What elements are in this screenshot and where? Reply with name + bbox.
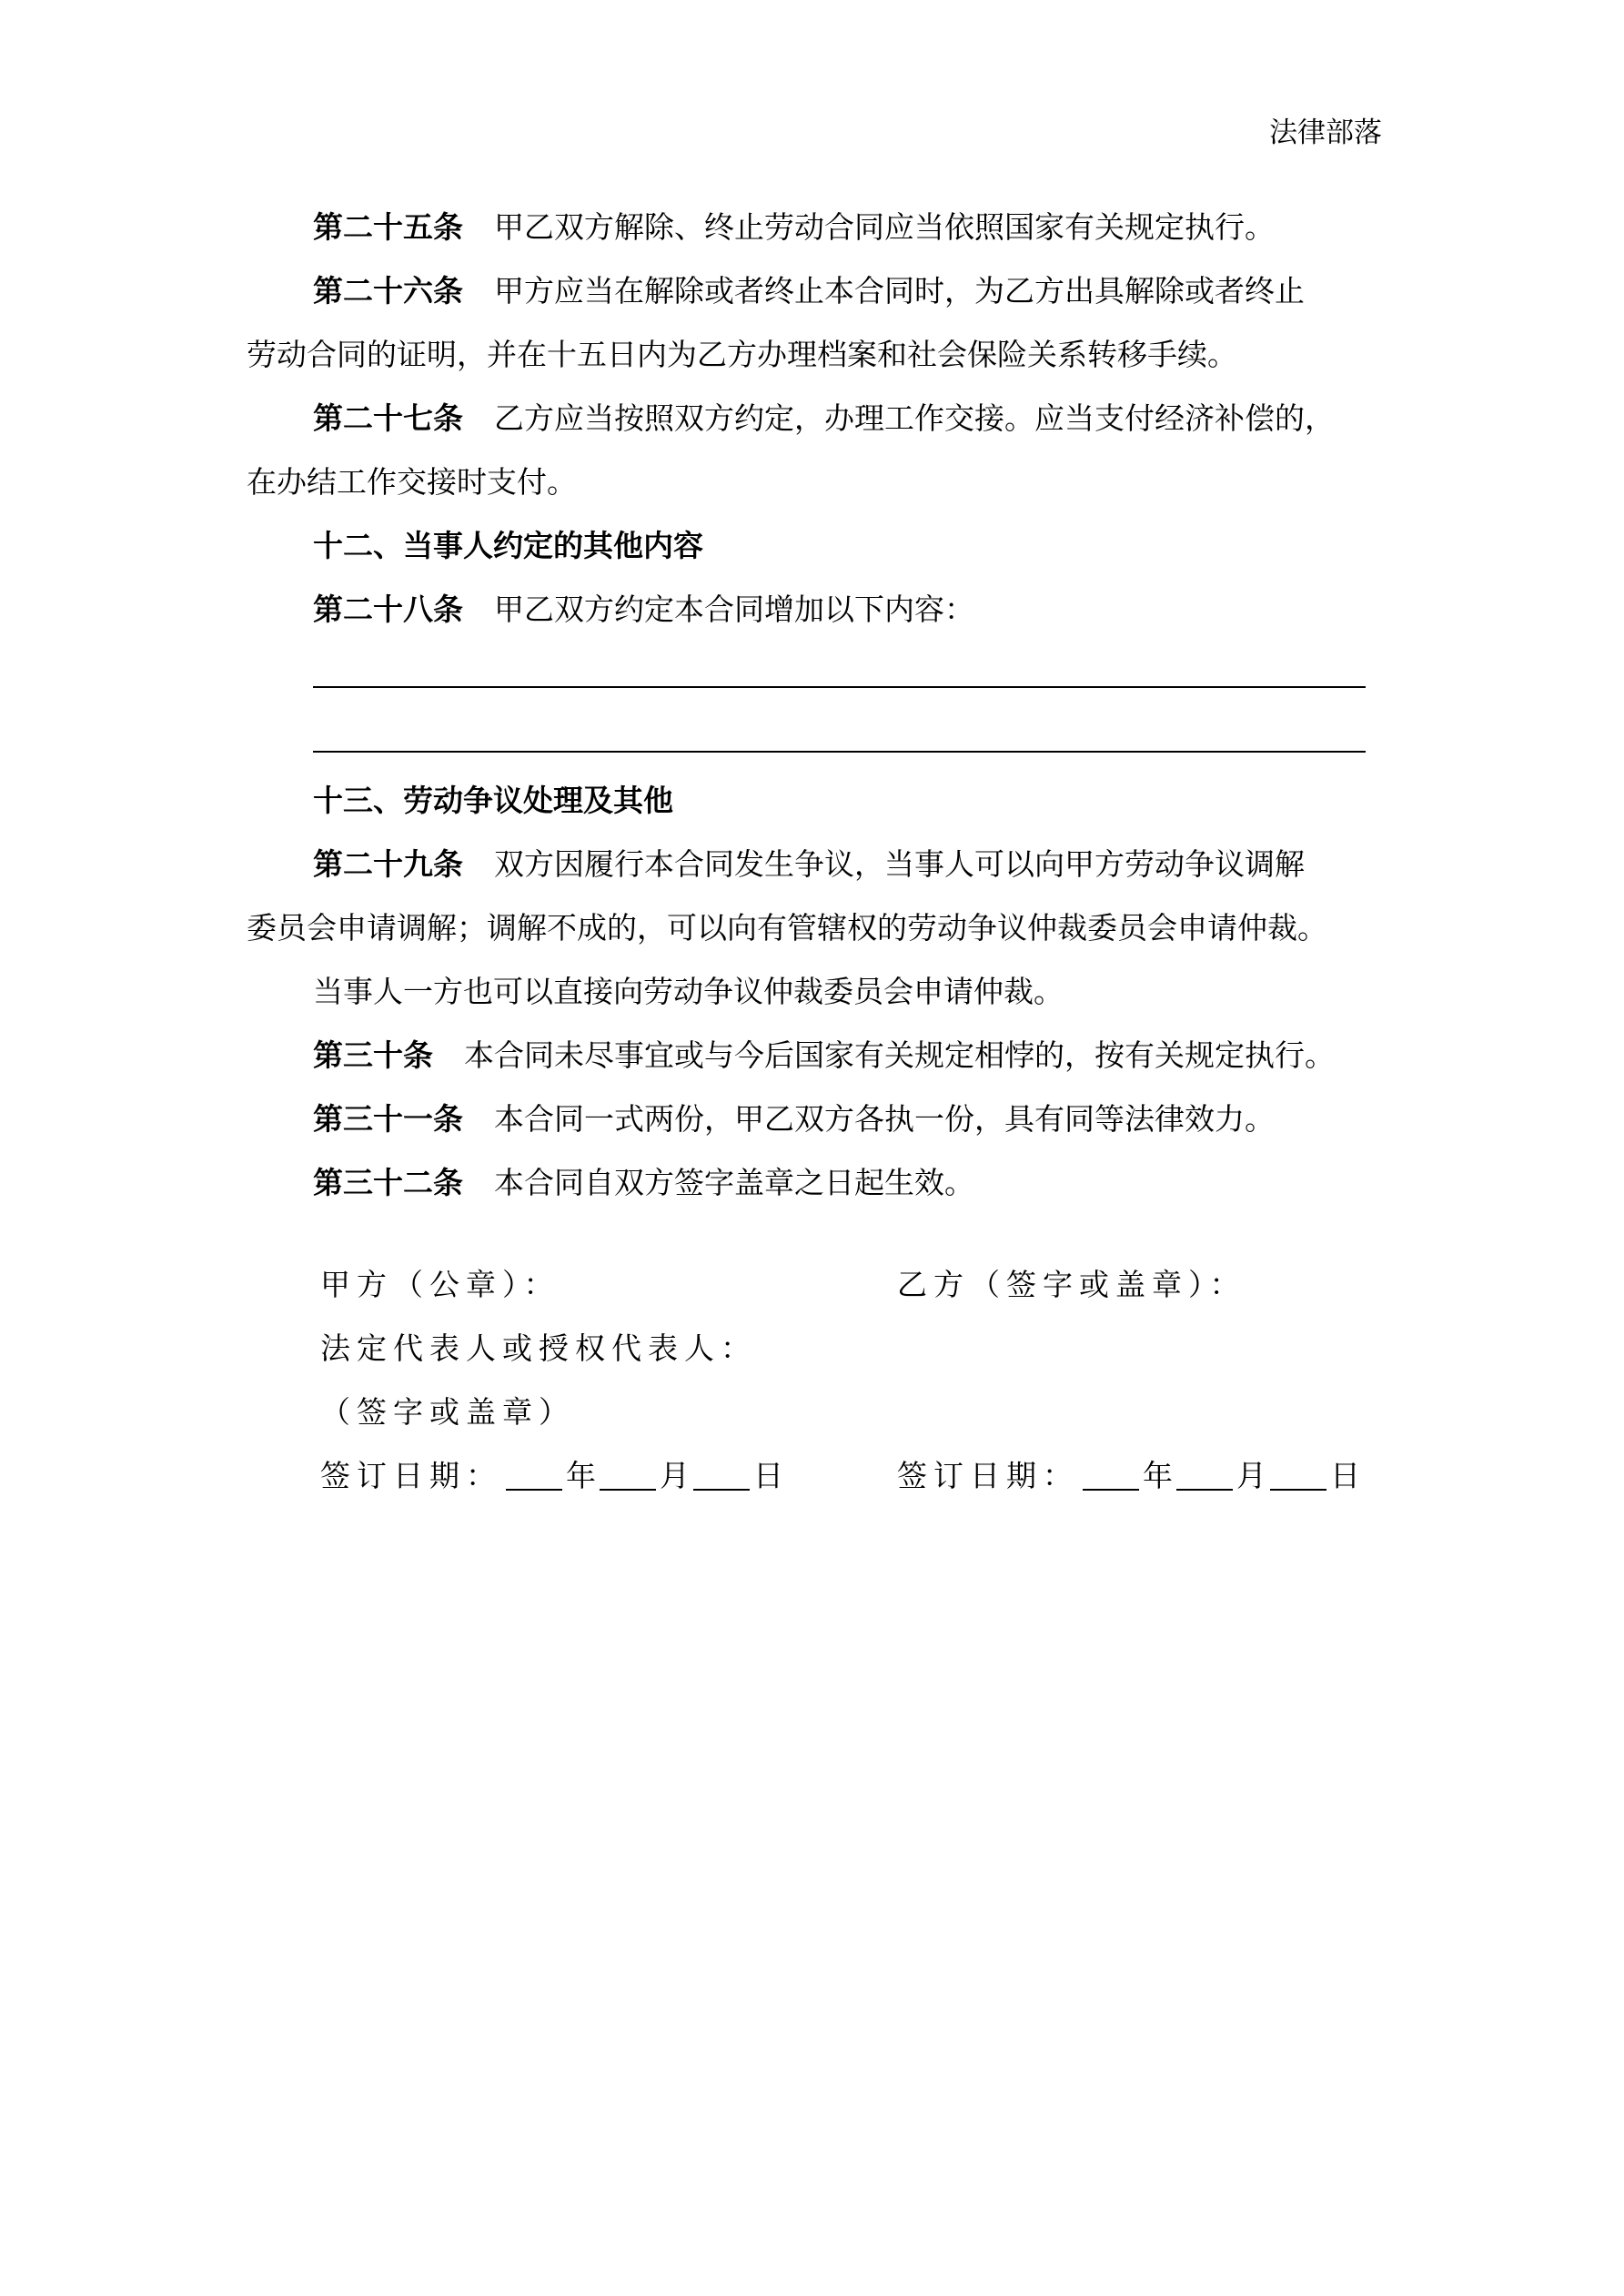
party-a-day-label: 日 bbox=[753, 1458, 783, 1493]
article-26 bbox=[313, 271, 1305, 311]
article-31-label: 第三十一条 bbox=[313, 1101, 463, 1137]
article-26-label: 第二十六条 bbox=[313, 273, 463, 308]
blank-fill-line-1 bbox=[313, 686, 1366, 688]
party-b-day-blank bbox=[1270, 1462, 1326, 1491]
party-b-date-label: 签订日期： bbox=[897, 1458, 1079, 1493]
article-31-text: 本合同一式两份，甲乙双方各执一份，具有同等法律效力。 bbox=[494, 1101, 1275, 1137]
article-32 bbox=[313, 1163, 974, 1203]
article-27-label: 第二十七条 bbox=[313, 400, 463, 436]
party-a-date-row bbox=[320, 1456, 783, 1496]
article-28-text: 甲乙双方约定本合同增加以下内容： bbox=[494, 592, 974, 627]
article-25-label: 第二十五条 bbox=[313, 209, 463, 245]
party-b-year-blank bbox=[1083, 1462, 1139, 1491]
article-29-extra: 当事人一方也可以直接向劳动争议仲裁委员会申请仲裁。 bbox=[313, 974, 1064, 1009]
header-site-name: 法律部落 bbox=[1269, 116, 1382, 149]
article-32-label: 第三十二条 bbox=[313, 1165, 463, 1200]
article-29-text-line2: 委员会申请调解；调解不成的，可以向有管辖权的劳动争议仲裁委员会申请仲裁。 bbox=[247, 910, 1327, 946]
article-26-text-line1: 甲方应当在解除或者终止本合同时，为乙方出具解除或者终止 bbox=[494, 273, 1305, 308]
article-30-text: 本合同未尽事宜或与今后国家有关规定相悖的，按有关规定执行。 bbox=[464, 1037, 1335, 1073]
article-30 bbox=[313, 1036, 1335, 1076]
article-28 bbox=[313, 590, 974, 630]
party-a-seal-label: 甲方（公章）： bbox=[320, 1267, 560, 1302]
article-28-label: 第二十八条 bbox=[313, 592, 463, 627]
article-30-label: 第三十条 bbox=[313, 1037, 433, 1073]
party-b-month-blank bbox=[1176, 1462, 1233, 1491]
party-a-date-label: 签订日期： bbox=[320, 1458, 502, 1493]
party-a-year-blank bbox=[506, 1462, 562, 1491]
article-25 bbox=[313, 207, 1275, 248]
article-32-text: 本合同自双方签字盖章之日起生效。 bbox=[494, 1165, 974, 1200]
party-b-day-label: 日 bbox=[1330, 1458, 1360, 1493]
party-b-date-row bbox=[897, 1456, 1360, 1496]
article-26-text-line2: 劳动合同的证明，并在十五日内为乙方办理档案和社会保险关系转移手续。 bbox=[247, 337, 1237, 372]
article-25-text: 甲乙双方解除、终止劳动合同应当依照国家有关规定执行。 bbox=[494, 209, 1275, 245]
article-29 bbox=[313, 845, 1305, 885]
article-27-text-line2: 在办结工作交接时支付。 bbox=[247, 464, 577, 500]
party-b-month-label: 月 bbox=[1236, 1458, 1266, 1493]
article-31 bbox=[313, 1099, 1275, 1139]
section-12-heading: 十二、当事人约定的其他内容 bbox=[313, 528, 703, 563]
party-a-month-blank bbox=[600, 1462, 656, 1491]
section-13-heading: 十三、劳动争议处理及其他 bbox=[313, 783, 673, 818]
representative-label: 法定代表人或授权代表人： bbox=[320, 1330, 757, 1366]
party-b-sign-label: 乙方（签字或盖章）： bbox=[897, 1267, 1246, 1302]
article-27 bbox=[313, 399, 1335, 439]
party-b-year-label: 年 bbox=[1143, 1458, 1173, 1493]
article-27-text-line1: 乙方应当按照双方约定，办理工作交接。应当支付经济补偿的， bbox=[494, 400, 1335, 436]
party-a-month-label: 月 bbox=[660, 1458, 690, 1493]
party-a-day-blank bbox=[693, 1462, 750, 1491]
article-29-text-line1: 双方因履行本合同发生争议，当事人可以向甲方劳动争议调解 bbox=[494, 846, 1305, 882]
article-29-label: 第二十九条 bbox=[313, 846, 463, 882]
party-a-year-label: 年 bbox=[566, 1458, 596, 1493]
blank-fill-line-2 bbox=[313, 751, 1366, 753]
sign-or-seal-label: （签字或盖章） bbox=[320, 1394, 575, 1430]
